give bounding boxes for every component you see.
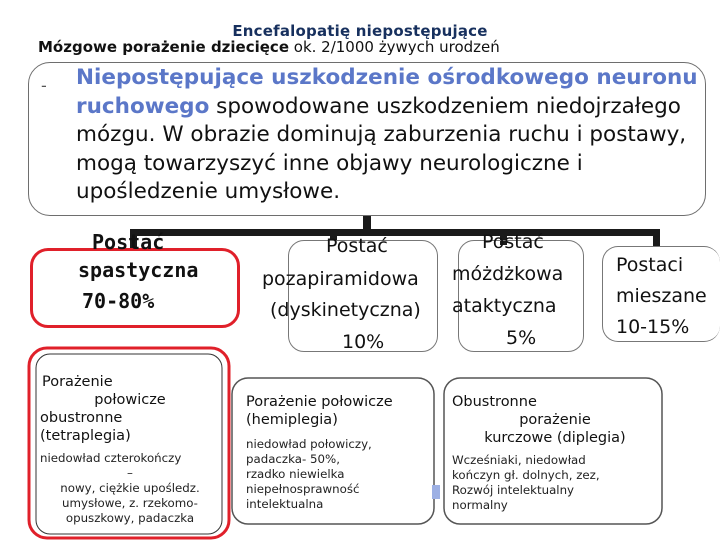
category-mixed-line3: 10-15%: [616, 316, 690, 338]
detail-diplegia-body-3: Rozwój intelektualny: [452, 483, 575, 497]
category-spastic-line3: 70-80%: [82, 289, 155, 313]
category-spastic-line2: spastyczna: [78, 258, 199, 282]
detail-diplegia-body-2: kończyn gł. dolnych, zez,: [452, 468, 600, 482]
subtitle: [38, 38, 500, 56]
page-title: Encefalopatię niepostępujące: [232, 22, 488, 40]
detail-hemiplegia-body-4: niepełnosprawność: [246, 482, 360, 496]
definition-bullet: -: [41, 76, 47, 95]
category-mixed-line1: Postaci: [616, 254, 684, 276]
definition-text: [76, 64, 706, 207]
category-cerebellar-line3: ataktyczna: [452, 295, 557, 317]
category-cerebellar-line4: 5%: [506, 327, 537, 349]
detail-hemiplegia-body-3: rzadko niewielka: [246, 467, 345, 481]
detail-tetraplegia-body-3: nowy, ciężkie upośledz.: [60, 481, 200, 495]
category-extrapyramidal-line2: pozapiramidowa: [262, 268, 419, 290]
definition-body: spowodowane uszkodzeniem niedojrzałego mózgu. W obrazie dominują zaburzenia ruchu i postawy, mogą towarzyszyć inne objawy neurologiczne i upośledzenie umysłowe.: [76, 93, 687, 204]
detail-tetraplegia-body-4: umysłowe, z. rzekomo-: [62, 496, 198, 510]
detail-diplegia-head-3: kurczowe (diplegia): [484, 430, 626, 446]
detail-diplegia: [452, 393, 658, 513]
detail-hemiplegia-head-2: (hemiplegia): [246, 412, 338, 428]
detail-tetraplegia-head-2: połowicze: [94, 392, 166, 408]
category-extrapyramidal-line1: Postać: [326, 235, 388, 257]
category-cerebellar-line2: móżdżkowa: [452, 263, 564, 285]
detail-diplegia-body-4: normalny: [452, 498, 508, 512]
detail-tetraplegia-head-3: obustronne: [40, 410, 123, 426]
category-mixed-line2: mieszane: [616, 285, 707, 307]
detail-tetraplegia-head-1: Porażenie: [42, 374, 113, 390]
detail-tetraplegia: [40, 373, 220, 526]
horizontal-connector: [130, 229, 660, 236]
detail-diplegia-body-1: Wcześniaki, niedowład: [452, 453, 586, 467]
category-cerebellar-line1: Postać: [482, 231, 544, 253]
category-extrapyramidal-line4: 10%: [342, 331, 385, 353]
detail-hemiplegia-body-5: intelektualna: [246, 497, 324, 511]
detail-hemiplegia-body-2: padaczka- 50%,: [246, 452, 340, 466]
detail-hemiplegia-body-1: niedowład połowiczy,: [246, 437, 372, 451]
subtitle-bold: Mózgowe porażenie dziecięce: [38, 38, 289, 56]
detail-diplegia-head-1: Obustronne: [452, 394, 537, 410]
definition-highlight: Niepostępujące uszkodzenie ośrodkowego neuronu ruchowego: [76, 65, 698, 119]
detail-tetraplegia-body-1: niedowład czterokończy: [40, 451, 182, 465]
detail-tetraplegia-body-2: –: [127, 466, 133, 480]
category-spastic-line1: Postać: [92, 230, 165, 254]
detail-hemiplegia: [246, 393, 436, 512]
detail-tetraplegia-head-4: (tetraplegia): [40, 428, 131, 444]
detail-tetraplegia-body-5: opuszkowy, padaczka: [65, 511, 195, 525]
detail-hemiplegia-head-1: Porażenie połowicze: [246, 394, 393, 410]
detail-diplegia-head-2: porażenie: [519, 412, 591, 428]
category-extrapyramidal-line3: (dyskinetyczna): [270, 299, 421, 321]
subtitle-rest: ok. 2/1000 żywych urodzeń: [289, 38, 500, 56]
